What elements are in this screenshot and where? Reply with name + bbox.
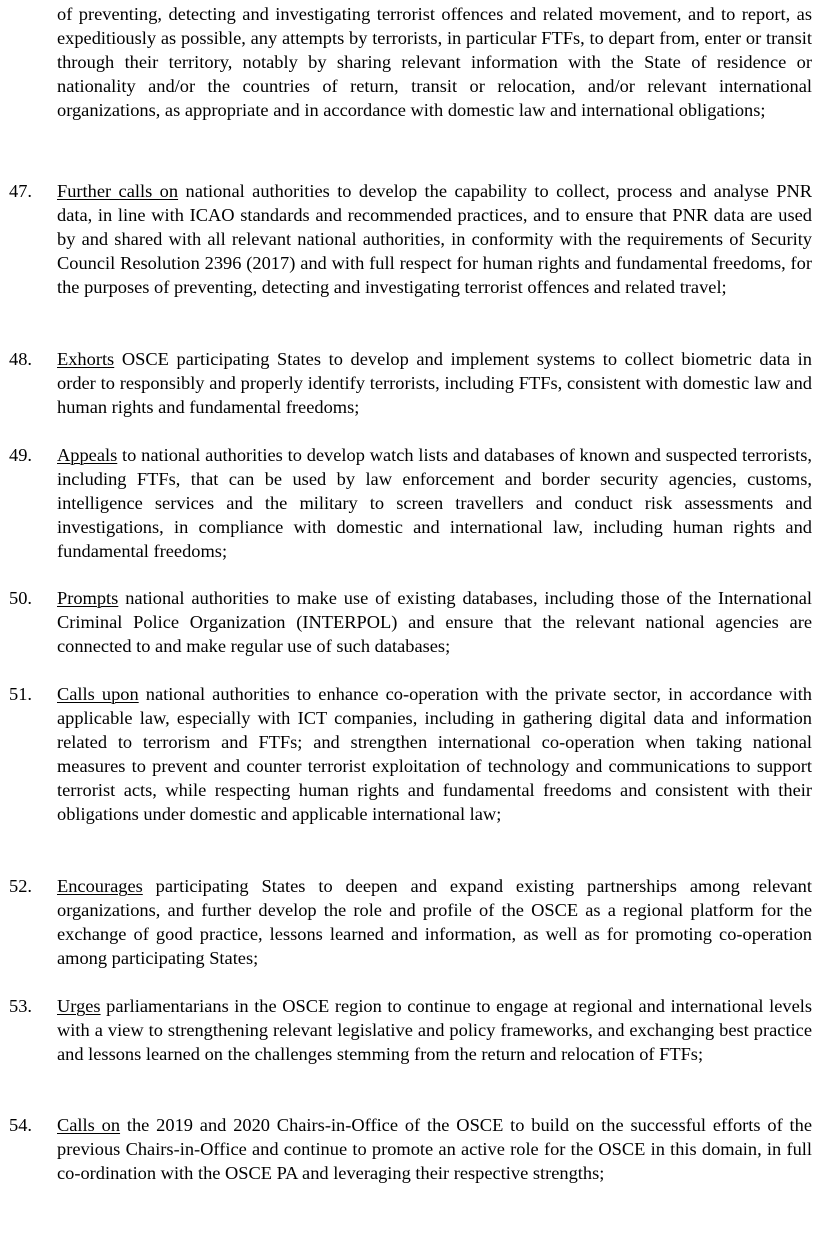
paragraph-number: 47. [9, 181, 32, 201]
paragraph-50 [57, 587, 812, 659]
paragraph-number: 49. [9, 445, 32, 465]
paragraph-keyword: Further calls on [57, 181, 179, 201]
paragraph-keyword: Appeals [57, 445, 118, 465]
paragraph-keyword: Exhorts [57, 349, 115, 369]
paragraph-text: OSCE participating States to develop and implement systems to collect biometric data in order to responsibly and properly identify terrorists, including FTFs, consistent with domestic law and human rights and fundamental freedoms; [57, 349, 812, 417]
paragraph-51 [57, 683, 812, 826]
paragraph-number: 50. [9, 588, 32, 608]
paragraph-number: 51. [9, 684, 32, 704]
paragraph-48 [57, 348, 812, 420]
paragraph-number: 52. [9, 876, 32, 896]
paragraph-text: to national authorities to develop watch lists and databases of known and suspected terrorists, including FTFs, that can be used by law enforcement and border security agencies, customs, intelligence services and the military to screen travellers and conduct risk assessments and investigations, in compliance with domestic and international law, including human rights and fundamental freedoms; [57, 445, 812, 561]
paragraph-text: parliamentarians in the OSCE region to continue to engage at regional and international levels with a view to strengthening relevant legislative and policy frameworks, and exchanging best practice and lessons learned on the challenges stemming from the return and relocation of FTFs; [57, 996, 812, 1064]
paragraph-keyword: Calls upon [57, 684, 139, 704]
paragraph-number: 48. [9, 349, 32, 369]
paragraph-text: national authorities to enhance co-operation with the private sector, in accordance with applicable law, especially with ICT companies, including in gathering digital data and information related to terrorism and FTFs; and strengthen international co-operation when taking national measures to prevent and counter terrorist exploitation of technology and communications to support terrorist acts, while respecting human rights and fundamental freedoms and consistent with their obligations under domestic and applicable international law; [57, 684, 812, 824]
paragraph-47 [57, 180, 812, 300]
paragraph-54 [57, 1114, 812, 1186]
paragraph-keyword: Prompts [57, 588, 119, 608]
paragraph-53 [57, 995, 812, 1067]
paragraph-text: national authorities to make use of existing databases, including those of the International Criminal Police Organization (INTERPOL) and ensure that the relevant national agencies are connected to and make regular use of such databases; [57, 588, 812, 656]
paragraph-continuation [57, 3, 812, 123]
paragraph-keyword: Encourages [57, 876, 143, 896]
paragraph-52 [57, 875, 812, 971]
paragraph-number: 54. [9, 1115, 32, 1135]
paragraph-text: participating States to deepen and expand existing partnerships among relevant organizations, and further develop the role and profile of the OSCE as a regional platform for the exchange of good practice, lessons learned and information, as well as for promoting co-operation among participating States; [57, 876, 812, 968]
paragraph-keyword: Calls on [57, 1115, 121, 1135]
paragraph-keyword: Urges [57, 996, 101, 1016]
paragraph-text: national authorities to develop the capability to collect, process and analyse PNR data, in line with ICAO standards and recommended practices, and to ensure that PNR data are used by and shared with all relevant national authorities, in conformity with the requirements of Security Council Resolution 2396 (2017) and with full respect for human rights and fundamental freedoms, for the purposes of preventing, detecting and investigating terrorist offences and related travel; [57, 181, 812, 297]
paragraph-text: of preventing, detecting and investigating terrorist offences and related movement, and to report, as expeditiously as possible, any attempts by terrorists, in particular FTFs, to depart from, enter or transit through their territory, notably by sharing relevant information with the State of residence or nationality and/or the countries of return, transit or relocation, and/or relevant international organizations, as appropriate and in accordance with domestic law and international obligations; [57, 4, 812, 120]
paragraph-text: the 2019 and 2020 Chairs-in-Office of the OSCE to build on the successful efforts of the previous Chairs-in-Office and continue to promote an active role for the OSCE in this domain, in full co-ordination with the OSCE PA and leveraging their respective strengths; [57, 1115, 813, 1183]
paragraph-49 [57, 444, 812, 564]
paragraph-number: 53. [9, 996, 32, 1016]
